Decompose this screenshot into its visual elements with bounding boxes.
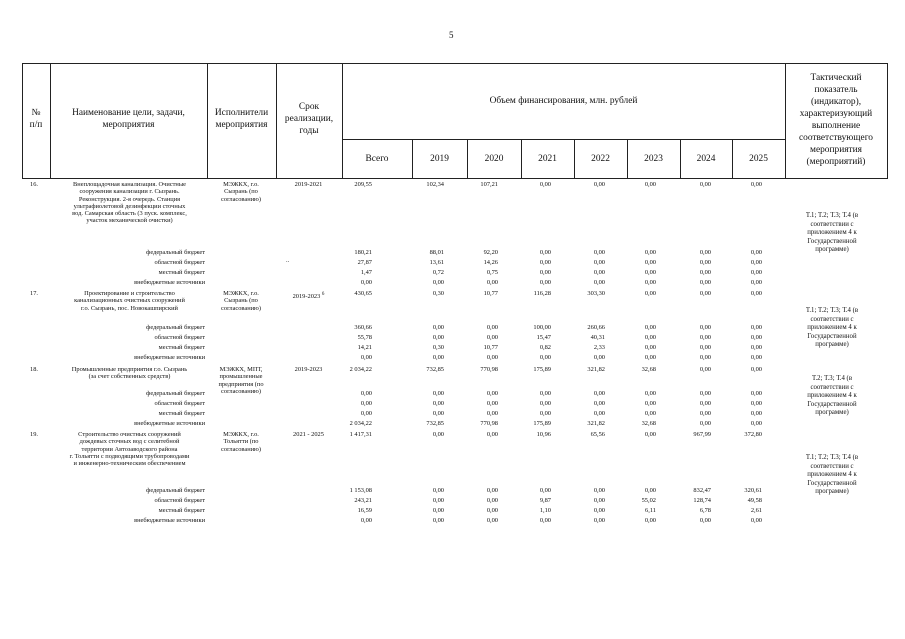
source-label: областной бюджет <box>154 259 205 266</box>
source-label: внебюджетные источники <box>134 517 205 524</box>
source-value: 0,00 <box>432 400 444 407</box>
source-value: 0,00 <box>360 279 372 286</box>
source-value: 0,00 <box>750 517 762 524</box>
source-value: 0,00 <box>699 279 711 286</box>
source-value: 49,58 <box>747 497 762 504</box>
source-value: 0,30 <box>432 344 444 351</box>
header-funding: Объем финансирования, млн. рублей <box>489 96 638 106</box>
source-value: 0,72 <box>432 269 444 276</box>
source-value: 0,00 <box>750 269 762 276</box>
year-header-2025: 2025 <box>749 154 768 164</box>
row-name: Промышленные предприятия г.о. Сызрань (за счет собственных средств) <box>71 366 188 381</box>
source-value: 0,00 <box>539 354 551 361</box>
source-value: 0,00 <box>486 324 498 331</box>
source-value: 0,00 <box>750 354 762 361</box>
total-value: 0,00 <box>486 431 498 438</box>
row-term: 2021 - 2025 <box>293 431 324 438</box>
source-value: 0,00 <box>699 420 711 427</box>
source-value: 0,00 <box>539 400 551 407</box>
source-value: 0,00 <box>699 259 711 266</box>
source-value: 0,00 <box>644 344 656 351</box>
source-label: областной бюджет <box>154 400 205 407</box>
source-label: федеральный бюджет <box>146 390 205 397</box>
source-value: 0,00 <box>486 279 498 286</box>
source-value: 832,47 <box>693 487 711 494</box>
source-value: 128,74 <box>693 497 711 504</box>
source-value: 0,00 <box>593 507 605 514</box>
source-value: 2 034,22 <box>349 420 372 427</box>
total-value: 732,85 <box>426 366 444 373</box>
year-header-2020: 2020 <box>484 154 504 164</box>
header-indicator: Тактический показатель (индикатор), характеризующий выполнение соответствующего мероприятия (мероприятий) <box>799 73 873 167</box>
source-value: 0,00 <box>360 354 372 361</box>
term-note: 6 <box>321 292 325 297</box>
source-value: 0,00 <box>432 354 444 361</box>
source-value: 2,61 <box>750 507 762 514</box>
source-label: внебюджетные источники <box>134 354 205 361</box>
total-value: 0,00 <box>699 181 711 188</box>
row-executor: МЭЖКХ, г.о. Сызрань (по согласованию) <box>221 181 261 203</box>
source-value: 0,00 <box>699 390 711 397</box>
source-value: 0,00 <box>539 269 551 276</box>
year-header-2023: 2023 <box>644 154 663 164</box>
source-value: 0,00 <box>644 279 656 286</box>
source-value: 0,75 <box>486 269 498 276</box>
source-value: 0,00 <box>644 400 656 407</box>
year-header-total: Всего <box>365 154 389 164</box>
total-value: 0,00 <box>432 431 444 438</box>
source-value: 14,26 <box>483 259 498 266</box>
source-value: 0,00 <box>644 410 656 417</box>
source-value: 55,02 <box>641 497 656 504</box>
row-name: Строительство очистных сооружений дождевых сточных вод с селитебной территории Автозаводского района г. Тольятти с подводящими трубопроводами и инженерно-техническим обеспечением <box>69 431 190 468</box>
row-indicator: Т.1; Т.2; Т.3; Т.4 (в соответствии с приложением 4 к Государственной программе) <box>805 307 859 348</box>
source-value: 0,00 <box>699 334 711 341</box>
source-value: 0,00 <box>486 400 498 407</box>
source-value: 0,00 <box>486 497 498 504</box>
total-value: 0,00 <box>593 181 605 188</box>
source-label: областной бюджет <box>154 497 205 504</box>
source-value: 0,00 <box>593 400 605 407</box>
total-value: 0,00 <box>539 181 551 188</box>
source-value: 0,00 <box>432 324 444 331</box>
year-header-2019: 2019 <box>430 154 449 164</box>
row-term: 2019-2021 <box>294 181 323 188</box>
year-header-2024: 2024 <box>696 154 716 164</box>
source-value: 0,00 <box>750 334 762 341</box>
total-value: 209,55 <box>354 181 372 188</box>
source-value: 0,00 <box>593 390 605 397</box>
source-value: 15,47 <box>536 334 551 341</box>
source-value: 0,00 <box>750 249 762 256</box>
source-value: 0,00 <box>432 507 444 514</box>
total-value: 0,00 <box>644 290 656 297</box>
row-number: 19. <box>30 431 38 438</box>
row-term: 2019-2023 <box>294 366 323 373</box>
source-value: 14,21 <box>357 344 372 351</box>
total-value: 0,00 <box>644 431 656 438</box>
source-value: 0,00 <box>539 517 551 524</box>
source-value: 770,98 <box>480 420 498 427</box>
source-value: 0,00 <box>360 517 372 524</box>
total-value: 0,00 <box>699 290 711 297</box>
source-value: 0,00 <box>593 497 605 504</box>
source-value: 260,66 <box>587 324 605 331</box>
source-label: федеральный бюджет <box>146 249 205 256</box>
source-value: 0,00 <box>593 517 605 524</box>
total-value: 116,28 <box>533 290 551 297</box>
source-value: 55,78 <box>357 334 372 341</box>
total-value: 0,00 <box>644 181 656 188</box>
total-value: 65,56 <box>590 431 605 438</box>
source-value: 2,33 <box>593 344 605 351</box>
source-value: 0,00 <box>750 410 762 417</box>
source-value: 0,00 <box>539 279 551 286</box>
total-value: 0,00 <box>750 366 762 373</box>
source-value: 0,00 <box>360 390 372 397</box>
header-num: № п/п <box>29 108 43 130</box>
total-value: 967,99 <box>693 431 711 438</box>
source-value: 0,00 <box>699 269 711 276</box>
source-value: 0,00 <box>644 487 656 494</box>
source-value: 1 153,08 <box>349 487 372 494</box>
source-value: 0,00 <box>486 487 498 494</box>
source-value: 0,00 <box>699 324 711 331</box>
source-value: 0,00 <box>750 390 762 397</box>
source-value: 10,77 <box>483 344 498 351</box>
source-value: 13,61 <box>429 259 444 266</box>
total-value: 430,65 <box>354 290 372 297</box>
source-value: 0,00 <box>486 507 498 514</box>
source-value: 0,00 <box>644 390 656 397</box>
source-value: 92,20 <box>483 249 498 256</box>
source-value: 0,00 <box>750 279 762 286</box>
total-value: 0,00 <box>750 181 762 188</box>
source-value: 0,00 <box>593 269 605 276</box>
total-value: 107,21 <box>480 181 498 188</box>
source-value: 0,00 <box>432 390 444 397</box>
header-executors: Исполнители мероприятия <box>214 108 269 130</box>
source-value: 0,00 <box>750 420 762 427</box>
source-label: областной бюджет <box>154 334 205 341</box>
source-value: 0,00 <box>360 400 372 407</box>
source-label: местный бюджет <box>158 344 205 351</box>
total-value: 2 034,22 <box>349 366 372 373</box>
total-value: 372,80 <box>744 431 762 438</box>
source-value: 0,00 <box>539 390 551 397</box>
source-label: внебюджетные источники <box>134 279 205 286</box>
source-label: внебюджетные источники <box>134 420 205 427</box>
source-value: 0,00 <box>699 517 711 524</box>
source-label: федеральный бюджет <box>146 487 205 494</box>
source-label: местный бюджет <box>158 410 205 417</box>
dots-mark: .. <box>286 257 290 264</box>
total-value: 102,34 <box>426 181 444 188</box>
source-value: 0,00 <box>699 249 711 256</box>
source-value: 9,87 <box>539 497 551 504</box>
source-value: 360,66 <box>354 324 372 331</box>
source-value: 0,00 <box>432 410 444 417</box>
row-executor: МЭЖКХ, г.о. Тольятти (по согласованию) <box>221 431 261 453</box>
row-term-text: 2019-2023 <box>292 293 321 301</box>
source-value: 0,00 <box>644 334 656 341</box>
source-value: 243,21 <box>354 497 372 504</box>
source-label: федеральный бюджет <box>146 324 205 331</box>
total-value: 0,00 <box>750 290 762 297</box>
source-value: 16,59 <box>357 507 372 514</box>
source-value: 6,78 <box>699 507 711 514</box>
source-value: 0,00 <box>644 354 656 361</box>
source-value: 0,00 <box>486 410 498 417</box>
total-value: 770,98 <box>480 366 498 373</box>
source-label: местный бюджет <box>158 269 205 276</box>
source-value: 0,00 <box>593 279 605 286</box>
total-value: 10,77 <box>483 290 498 297</box>
source-value: 0,00 <box>593 487 605 494</box>
source-value: 0,00 <box>699 400 711 407</box>
row-number: 16. <box>30 181 38 188</box>
row-indicator: Т.2; Т.3; Т.4 (в соответствии с приложением 4 к Государственной программе) <box>807 375 857 416</box>
row-name: Проектирование и строительство канализационных очистных сооружений г.о. Сызрань, пос. Новокашпирский <box>74 290 185 312</box>
source-value: 6,11 <box>645 507 656 514</box>
source-value: 0,00 <box>486 390 498 397</box>
header-name: Наименование цели, задачи, мероприятия <box>72 108 185 130</box>
total-value: 303,30 <box>587 290 605 297</box>
source-value: 0,00 <box>750 324 762 331</box>
total-value: 1 417,31 <box>349 431 372 438</box>
source-value: 0,00 <box>750 344 762 351</box>
row-number: 18. <box>30 366 38 373</box>
source-value: 0,00 <box>486 354 498 361</box>
source-value: 0,00 <box>539 249 551 256</box>
row-name: Внеплощадочная канализация. Очистные сооружения канализации г. Сызрань. Реконструкция. 2-я очередь. Станция ультрафиолетовой дезинфекции сточных вод. Самарская область (3 пуск. комплекс, участок механической очистки) <box>72 181 187 225</box>
row-indicator: Т.1; Т.2; Т.3; Т.4 (в соответствии с приложением 4 к Государственной программе) <box>805 454 859 495</box>
source-value: 0,00 <box>432 487 444 494</box>
source-value: 732,85 <box>426 420 444 427</box>
source-label: местный бюджет <box>158 507 205 514</box>
source-value: 0,00 <box>699 354 711 361</box>
total-value: 32,68 <box>641 366 656 373</box>
source-value: 0,00 <box>593 259 605 266</box>
source-value: 321,82 <box>587 420 605 427</box>
source-value: 0,82 <box>539 344 551 351</box>
source-value: 32,68 <box>641 420 656 427</box>
source-value: 0,00 <box>486 334 498 341</box>
source-value: 0,00 <box>539 487 551 494</box>
source-value: 0,00 <box>593 354 605 361</box>
year-header-2022: 2022 <box>591 154 610 164</box>
source-value: 100,00 <box>533 324 551 331</box>
total-value: 0,30 <box>432 290 444 297</box>
source-value: 40,31 <box>590 334 605 341</box>
source-value: 1,10 <box>539 507 551 514</box>
source-value: 0,00 <box>699 344 711 351</box>
total-value: 321,82 <box>587 366 605 373</box>
year-header-2021: 2021 <box>538 154 557 164</box>
source-value: 0,00 <box>750 400 762 407</box>
row-number: 17. <box>30 290 38 297</box>
total-value: 0,00 <box>699 366 711 373</box>
source-value: 0,00 <box>644 259 656 266</box>
source-value: 0,00 <box>432 517 444 524</box>
source-value: 0,00 <box>644 324 656 331</box>
source-value: 180,21 <box>354 249 372 256</box>
row-executor: МЭЖКХ, МПТ, промышленные предприятия (по согласованию) <box>218 366 264 395</box>
source-value: 0,00 <box>644 249 656 256</box>
source-value: 0,00 <box>644 269 656 276</box>
source-value: 0,00 <box>750 259 762 266</box>
source-value: 0,00 <box>539 259 551 266</box>
source-value: 0,00 <box>593 410 605 417</box>
header-term: Срок реализации, годы <box>284 102 334 136</box>
source-value: 0,00 <box>360 410 372 417</box>
source-value: 27,87 <box>357 259 372 266</box>
source-value: 320,61 <box>744 487 762 494</box>
source-value: 0,00 <box>699 410 711 417</box>
source-value: 0,00 <box>539 410 551 417</box>
total-value: 175,89 <box>533 366 551 373</box>
source-value: 88,01 <box>429 249 444 256</box>
row-indicator: Т.1; Т.2; Т.3; Т.4 (в соответствии с приложением 4 к Государственной программе) <box>805 212 859 253</box>
source-value: 0,00 <box>644 517 656 524</box>
source-value: 0,00 <box>486 517 498 524</box>
source-value: 0,00 <box>432 279 444 286</box>
row-executor: МЭЖКХ, г.о. Сызрань (по согласованию) <box>221 290 261 312</box>
source-value: 0,00 <box>593 249 605 256</box>
source-value: 0,00 <box>432 334 444 341</box>
total-value: 10,96 <box>536 431 551 438</box>
row-term <box>277 291 340 300</box>
source-value: 0,00 <box>432 497 444 504</box>
source-value: 175,89 <box>533 420 551 427</box>
page-number: 5 <box>449 30 454 40</box>
source-value: 1,47 <box>360 269 372 276</box>
